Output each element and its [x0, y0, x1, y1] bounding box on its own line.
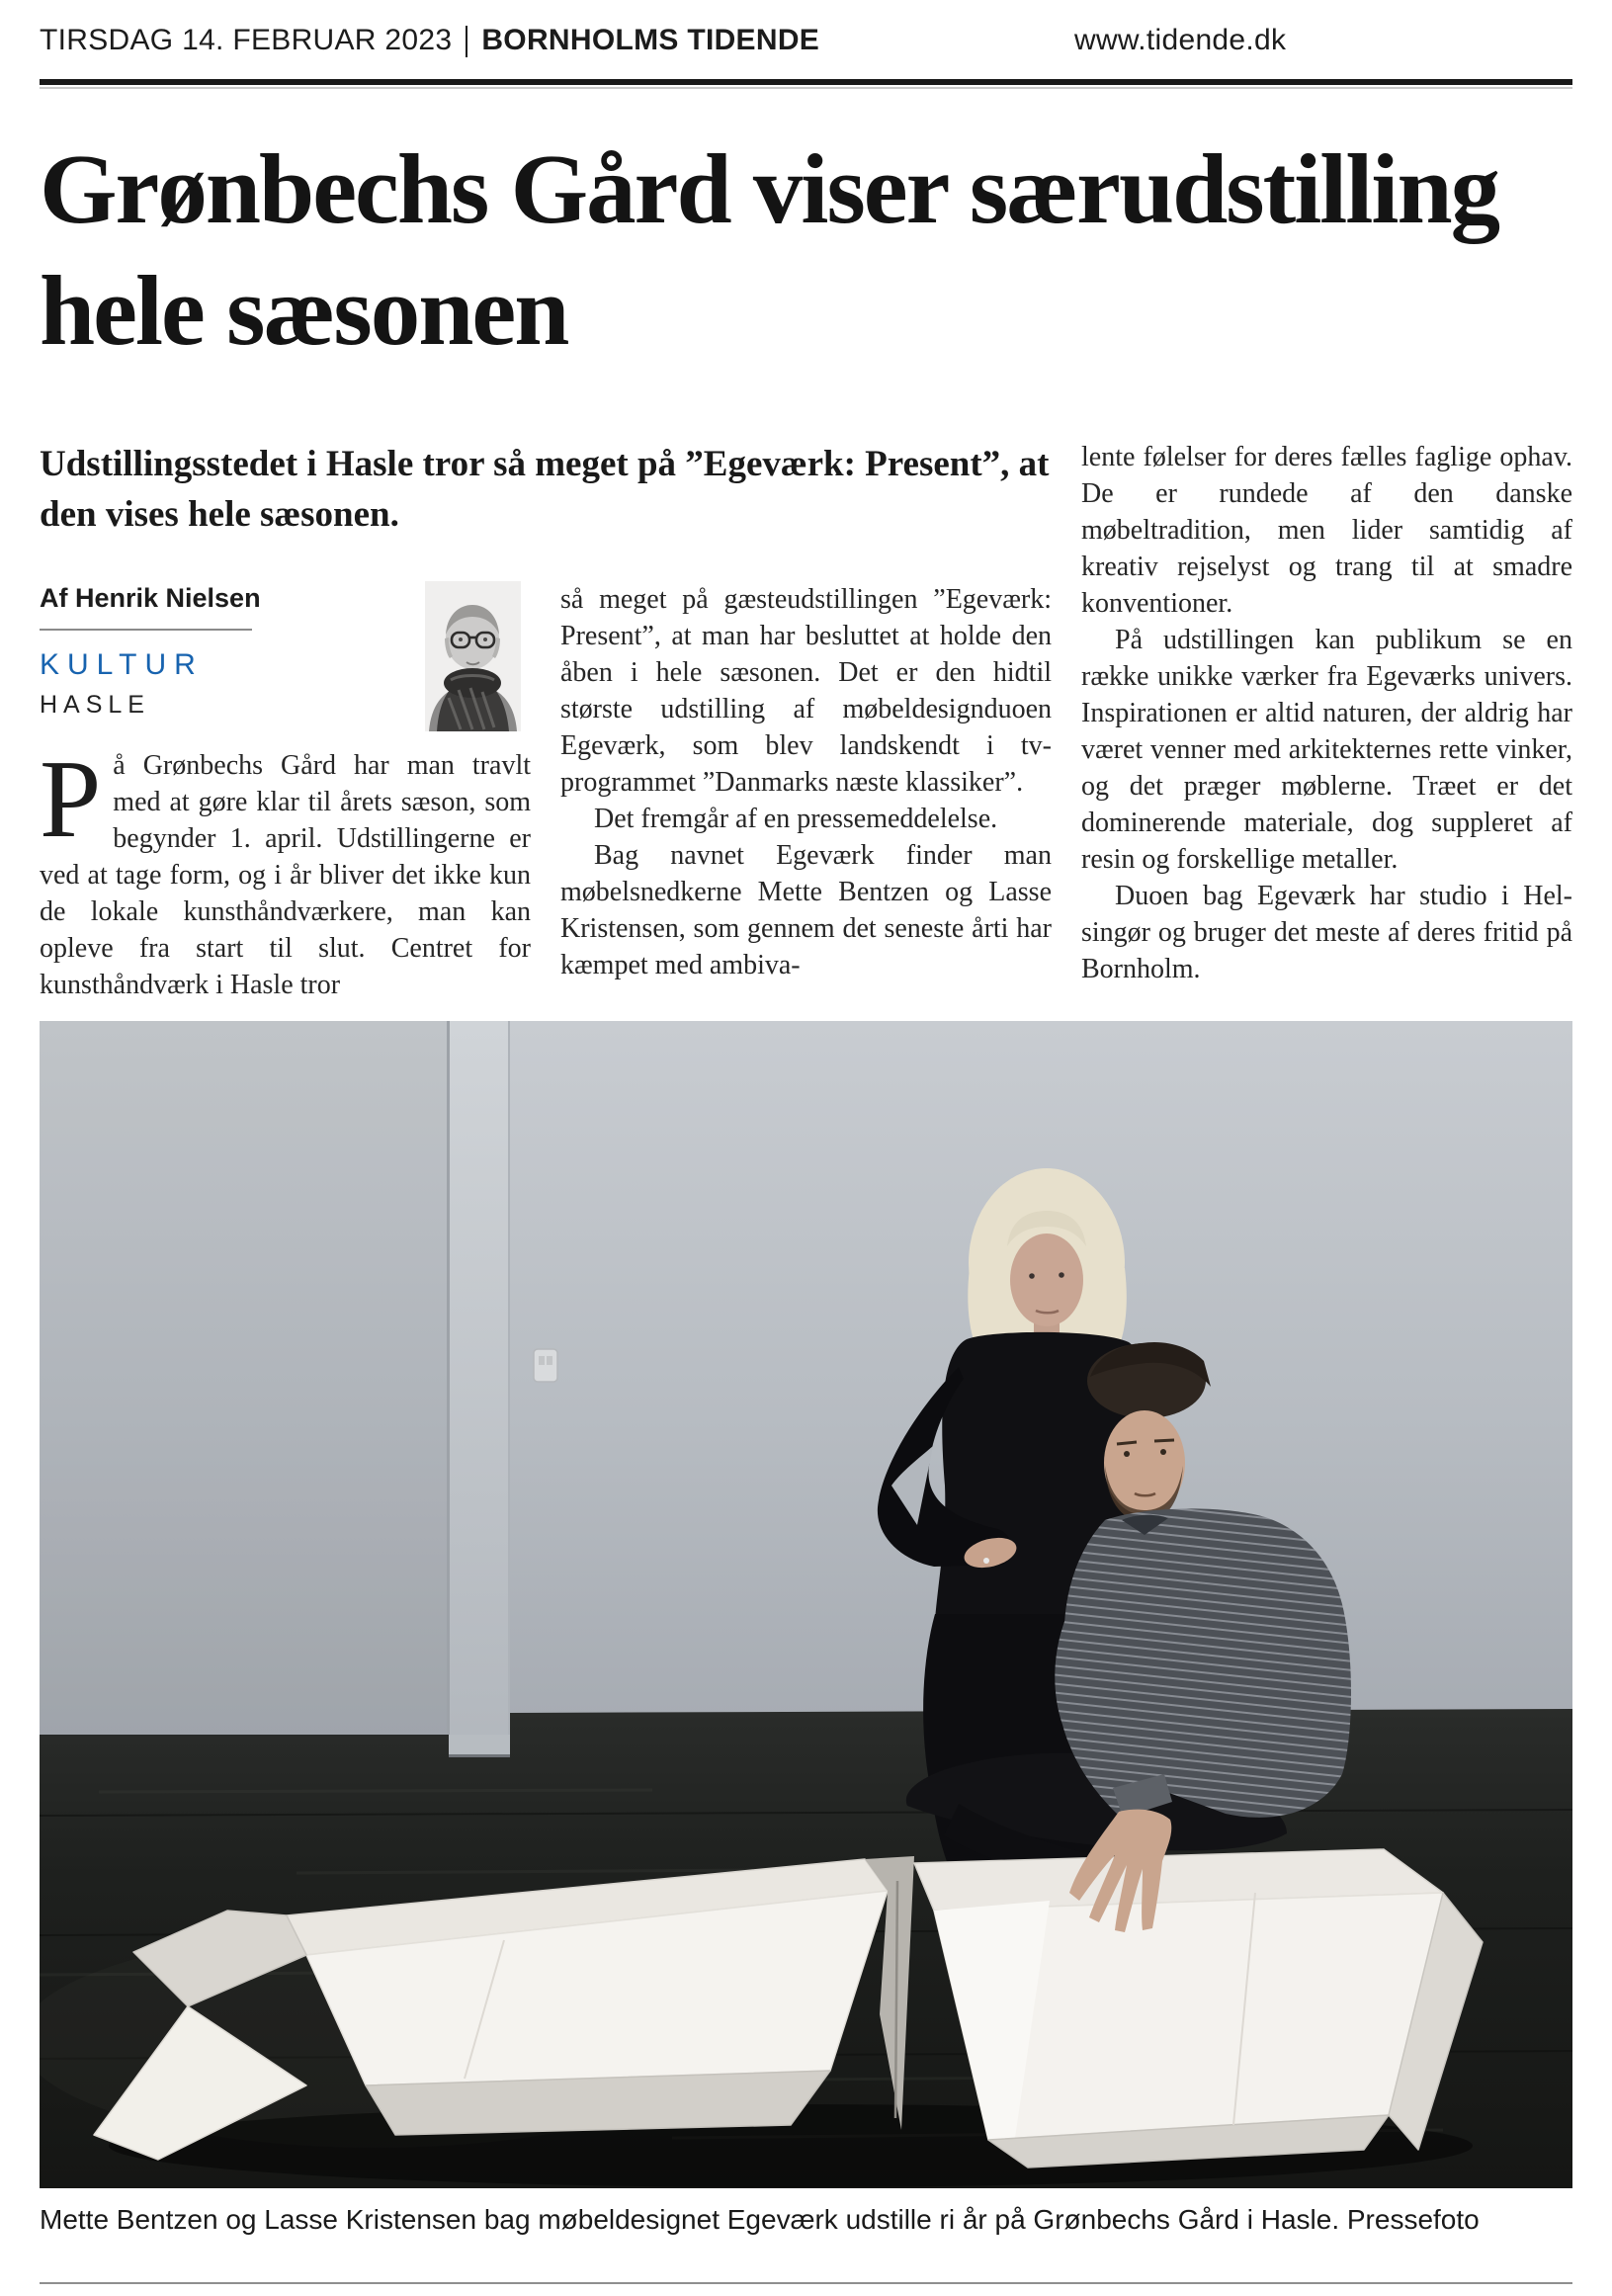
byline-rule	[40, 629, 252, 631]
paragraph: Duoen bag Egeværk har studio i Helsingør og bruger det meste af deres fritid på Bornholm.	[1081, 881, 1572, 985]
woman-eye-right	[1059, 1272, 1064, 1278]
page-bottom-rule	[40, 2282, 1572, 2284]
dateline-location: HASLE	[40, 691, 150, 720]
column-3	[1081, 439, 1572, 1003]
masthead-paper-name: BORNHOLMS TIDENDE	[481, 24, 820, 56]
wall-pillar	[449, 1021, 510, 1756]
byline: Af Henrik Nielsen	[40, 583, 261, 614]
masthead-rule-shadow	[40, 87, 1572, 89]
paragraph: På udstillingen kan publikum se en række unikke værker fra Egeværks univers. Inspirationen er altid naturen, der aldrig har været venner med arkitekternes rette vinker, og det præger møblerne. Træet er det dominerende materiale, dog suppleret af resin og forskellige metaller.	[1081, 625, 1572, 876]
pillar-edge-left	[447, 1021, 450, 1756]
pillar-edge-right	[508, 1021, 510, 1756]
paragraph: Bag navnet Egeværk finder man møbelsnedkerne Mette Bentzen og Lasse Kristensen, som gennem det seneste årti har kæmpet med ambiva-	[560, 840, 1052, 981]
article-headline: Grønbechs Gård viser særudstilling hele sæsonen	[40, 133, 1499, 367]
two-column-block	[40, 581, 1052, 1003]
paragraph: så meget på gæsteudstillingen ”Egeværk: Present”, at man har besluttet at holde den åben i hele sæsonen. Det er den hidtil største udstilling af møbeldesignduoen Egeværk, som blev landskendt i tv-programmet ”Danmarks næste klassiker”.	[560, 584, 1052, 799]
author-portrait	[425, 581, 521, 731]
wall-left-shade	[40, 1021, 449, 1737]
masthead-website: www.tidende.dk	[1074, 24, 1287, 56]
article-body	[40, 439, 1572, 1003]
column-1-text	[40, 738, 531, 1003]
section-kicker: KULTUR	[40, 648, 204, 682]
masthead-divider	[466, 26, 467, 57]
drop-cap: P	[40, 738, 102, 862]
masthead-rule	[40, 79, 1572, 85]
man-eye-right	[1160, 1449, 1166, 1455]
masthead	[40, 0, 1572, 57]
paragraph: lente følelser for deres fælles faglige ophav. De er rundede af den danske møbeltradition, men lider samtidig af kreativ rejselyst og trang til at smadre konventioner.	[1081, 442, 1572, 620]
byline-block	[40, 581, 531, 741]
pillar-base-shadow	[449, 1754, 510, 1757]
man-eye-left	[1124, 1451, 1130, 1457]
portrait-eye-left	[459, 638, 463, 641]
pillar-base	[449, 1735, 510, 1756]
woman-ring	[983, 1558, 989, 1564]
article-photo	[40, 1021, 1572, 2188]
portrait-eye-right	[483, 638, 487, 641]
light-switch	[534, 1349, 557, 1382]
paragraph: Det fremgår af en pressemeddelelse.	[594, 804, 998, 835]
woman-eye-left	[1029, 1273, 1035, 1279]
photo-caption: Mette Bentzen og Lasse Kristensen bag møbeldesignet Egeværk udstille ri år på Grønbechs Gård i Hasle. Pressefoto	[40, 2204, 1480, 2236]
paragraph: å Grønbechs Gård har man travlt med at gøre klar til årets sæson, som begynder 1. april. Udstillingerne er ved at tage form, og i år bliver det ikke kun de lokale kunsthåndværkere, man kan opleve fra start til slut. Centret for kunsthåndværk i Hasle tror	[40, 750, 531, 1001]
masthead-date: TIRSDAG 14. FEBRUAR 2023	[40, 24, 453, 56]
standfirst: Udstillingsstedet i Hasle tror så meget på ”Egeværk: Present”, at den vises hele sæsonen.	[40, 444, 1050, 536]
column-1	[40, 581, 531, 1003]
left-region	[40, 439, 1052, 1003]
article-photo-illustration	[40, 1021, 1572, 2188]
column-2	[560, 581, 1052, 1003]
